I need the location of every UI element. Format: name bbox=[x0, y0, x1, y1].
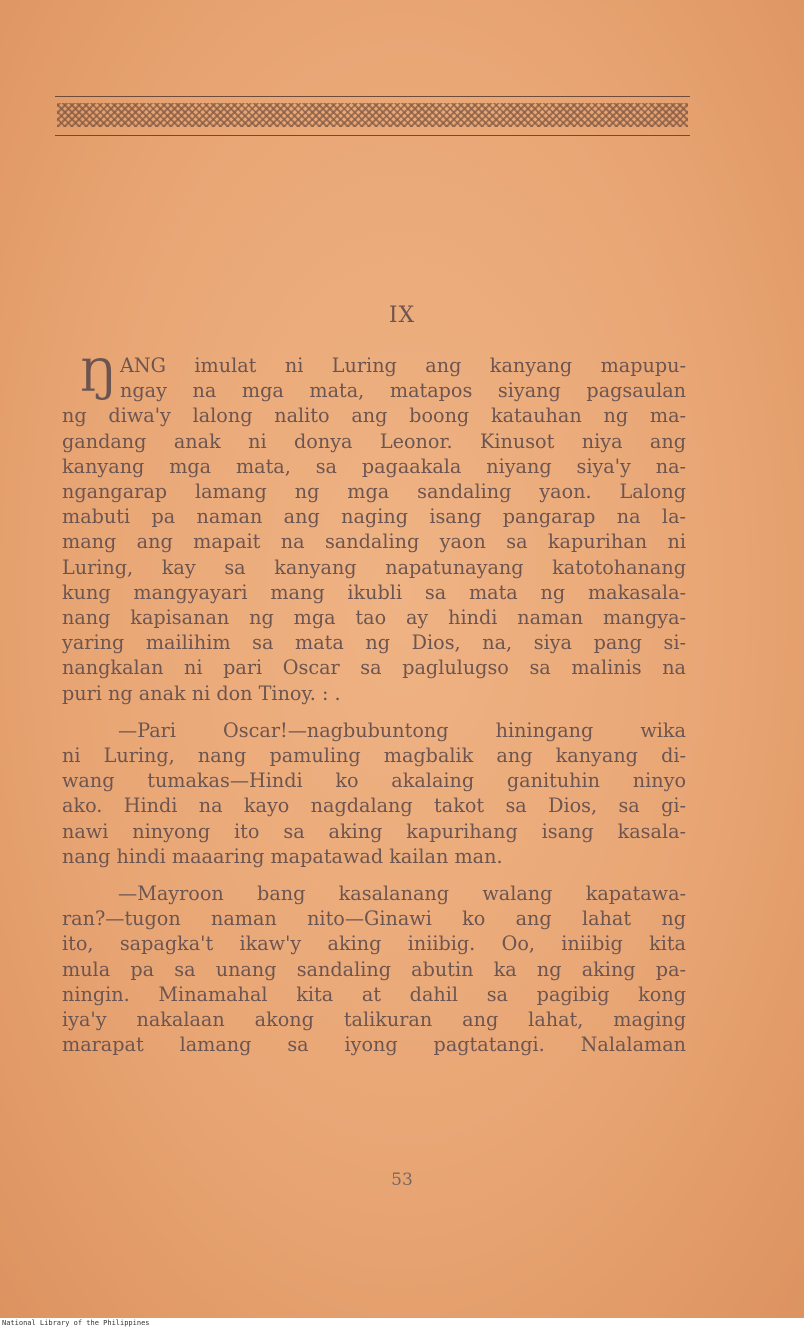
text-line: mang ang mapait na sandaling yaon sa kapurihan ni bbox=[62, 530, 686, 554]
library-credit: National Library of the Philippines bbox=[2, 1319, 150, 1327]
text-line: mula pa sa unang sandaling abutin ka ng aking pa- bbox=[62, 957, 686, 981]
text-line: nangkalan ni pari Oscar sa paglulugso sa malinis na bbox=[62, 656, 686, 680]
text-line: nang kapisanan ng mga tao ay hindi naman mangya- bbox=[62, 606, 686, 630]
text-line: puri ng anak ni don Tinoy. : . bbox=[62, 681, 341, 705]
text-line: kung mangyayari mang ikubli sa mata ng makasala- bbox=[62, 580, 686, 604]
text-line: iya'y nakalaan akong talikuran ang lahat, maging bbox=[62, 1008, 686, 1032]
ornament-rule-bottom bbox=[55, 135, 690, 136]
text-line: ng diwa'y lalong nalito ang boong katauhan ng ma- bbox=[62, 404, 686, 428]
page-number: 53 bbox=[391, 1170, 413, 1190]
ornament-rule-top bbox=[55, 96, 690, 97]
text-line: marapat lamang sa iyong pagtatangi. Nalalaman bbox=[62, 1033, 686, 1057]
text-line: kanyang mga mata, sa pagaakala niyang siya'y na- bbox=[62, 454, 686, 478]
text-line: nang hindi maaaring mapatawad kailan man. bbox=[62, 844, 503, 868]
text-line: ako. Hindi na kayo nagdalang takot sa Dios, sa gi- bbox=[62, 794, 686, 818]
text-line: gandang anak ni donya Leonor. Kinusot niya ang bbox=[62, 429, 686, 453]
body-text bbox=[62, 353, 686, 1057]
header-ornament bbox=[55, 94, 690, 138]
drop-cap: Ŋ bbox=[80, 351, 118, 402]
chapter-title: IX bbox=[388, 303, 416, 328]
text-line: ni Luring, nang pamuling magbalik ang kanyang di- bbox=[62, 744, 686, 768]
text-line: ngay na mga mata, matapos siyang pagsaulan bbox=[120, 379, 686, 403]
text-line: mabuti pa naman ang naging isang pangarap na la- bbox=[62, 505, 686, 529]
text-line: Luring, kay sa kanyang napatunayang katotohanang bbox=[62, 555, 686, 579]
text-line: ito, sapagka't ikaw'y aking iniibig. Oo, iniibig kita bbox=[62, 932, 686, 956]
text-line: yaring mailihim sa mata ng Dios, na, siya pang si- bbox=[62, 631, 686, 655]
text-line: ran?—tugon naman nito—Ginawi ko ang lahat ng bbox=[62, 907, 686, 931]
text-line: ngangarap lamang ng mga sandaling yaon. Lalong bbox=[62, 480, 686, 504]
text-line: wang tumakas—Hindi ko akalaing ganituhin ninyo bbox=[62, 769, 686, 793]
ornament-pattern bbox=[57, 103, 688, 127]
text-line: —Pari Oscar!—nagbubuntong hiningang wika bbox=[118, 718, 686, 742]
text-line: —Mayroon bang kasalanang walang kapatawa- bbox=[118, 882, 686, 906]
text-line: ANG imulat ni Luring ang kanyang mapupu- bbox=[120, 354, 686, 377]
text-line: nawi ninyong ito sa aking kapurihang isang kasala- bbox=[62, 819, 686, 843]
text-line: ningin. Minamahal kita at dahil sa pagibig kong bbox=[62, 982, 686, 1006]
